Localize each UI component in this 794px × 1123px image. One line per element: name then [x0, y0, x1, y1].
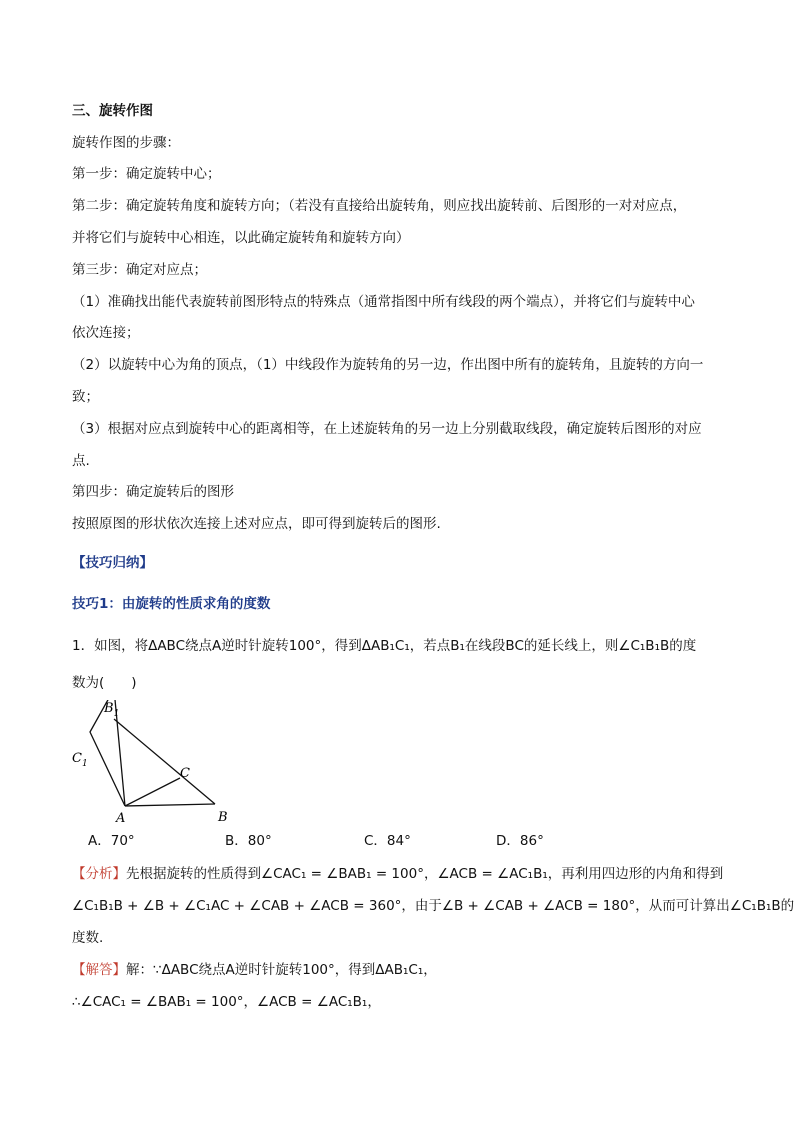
sub-step-2-line-2: 致； — [72, 389, 99, 405]
step-3: 第三步：确定对应点； — [72, 262, 207, 278]
analysis-line-1 — [72, 864, 723, 884]
step-2-line-1: 第二步：确定旋转角度和旋转方向；（若没有直接给出旋转角，则应找出旋转前、后图形的一对对应点， — [72, 198, 687, 214]
option-c[interactable]: C．84° — [364, 833, 411, 849]
label-b1: $B_1$ — [104, 701, 120, 719]
problem-line-2: 数为( ) — [72, 675, 137, 691]
label-c: C — [180, 766, 190, 781]
tips-heading: 【技巧归纳】 — [72, 555, 153, 571]
answer-options — [88, 831, 648, 851]
sub-step-3-line-1: （3）根据对应点到旋转中心的距离相等，在上述旋转角的另一边上分别截取线段，确定旋转后图形的对应 — [72, 421, 702, 437]
sub-step-1-line-2: 依次连接； — [72, 325, 140, 341]
answer-line-1 — [72, 960, 437, 980]
step-1: 第一步：确定旋转中心； — [72, 166, 221, 182]
rotation-figure — [68, 700, 238, 825]
answer-line-2: ∴∠CAC₁ = ∠BAB₁ = 100°，∠ACB = ∠AC₁B₁， — [72, 994, 381, 1010]
tip-1-title: 技巧1：由旋转的性质求角的度数 — [72, 596, 271, 612]
analysis-line-3: 度数. — [72, 930, 104, 946]
analysis-line-2: ∠C₁B₁B + ∠B + ∠C₁AC + ∠CAB + ∠ACB = 360°，由于∠B + ∠CAB + ∠ACB = 180°，从而可计算出∠C₁B₁B的 — [72, 898, 794, 914]
sub-step-1-line-1: （1）准确找出能代表旋转前图形特点的特殊点（通常指图中所有线段的两个端点），并将它们与旋转中心 — [72, 294, 695, 310]
option-d[interactable]: D．86° — [496, 833, 544, 849]
figure-line-b1b — [114, 719, 215, 804]
option-a[interactable]: A．70° — [88, 833, 135, 849]
analysis-tag: 【分析】 — [72, 866, 126, 882]
option-b[interactable]: B．80° — [225, 833, 272, 849]
figure-line-ab — [125, 804, 215, 806]
step-4: 第四步：确定旋转后的图形 — [72, 484, 234, 500]
steps-heading: 旋转作图的步骤： — [72, 135, 180, 151]
analysis-text-1: 先根据旋转的性质得到∠CAC₁ = ∠BAB₁ = 100°，∠ACB = ∠AC₁B₁，再利用四边形的内角和得到 — [126, 866, 724, 882]
label-a: A — [116, 811, 126, 825]
section-title: 三、旋转作图 — [72, 103, 153, 119]
answer-tag: 【解答】 — [72, 962, 126, 978]
label-b: B — [218, 810, 228, 825]
figure-line-ac — [125, 778, 180, 806]
label-c1: $C_1$ — [72, 751, 88, 769]
answer-text-1: 解：∵ΔABC绕点A逆时针旋转100°，得到ΔAB₁C₁， — [126, 962, 437, 978]
sub-step-3-line-2: 点. — [72, 453, 90, 469]
step-4-description: 按照原图的形状依次连接上述对应点，即可得到旋转后的图形. — [72, 516, 441, 532]
sub-step-2-line-1: （2）以旋转中心为角的顶点，（1）中线段作为旋转角的另一边，作出图中所有的旋转角，且旋转的方向一 — [72, 357, 704, 373]
step-2-line-2: 并将它们与旋转中心相连，以此确定旋转角和旋转方向） — [72, 230, 410, 246]
problem-line-1: 1．如图，将ΔABC绕点A逆时针旋转100°，得到ΔAB₁C₁，若点B₁在线段BC的延长线上，则∠C₁B₁B的度 — [72, 638, 697, 654]
